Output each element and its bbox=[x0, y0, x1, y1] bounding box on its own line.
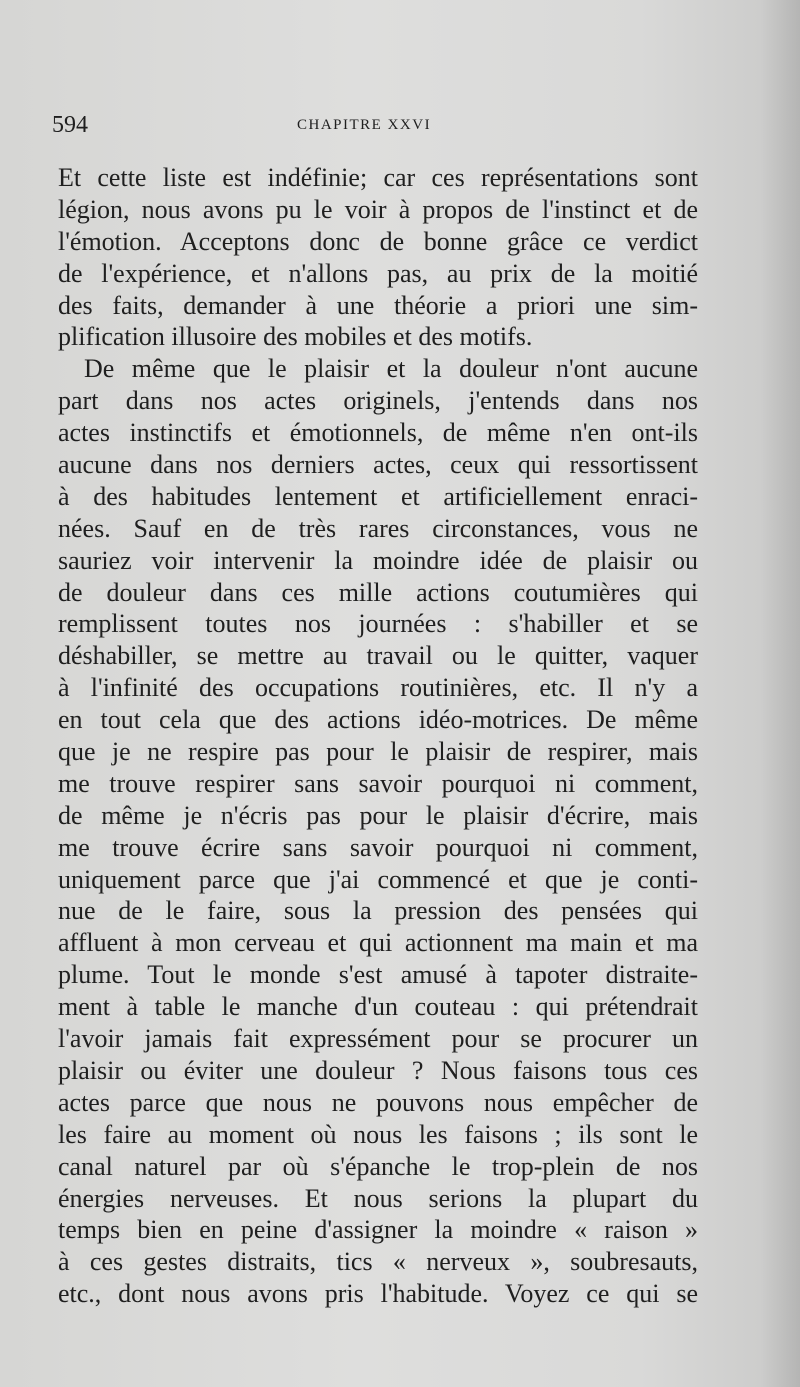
text-line: De même que le plaisir et la douleur n'ont aucune bbox=[84, 354, 698, 384]
text-line: etc., dont nous avons pris l'habitude. Voyez ce qui se bbox=[58, 1279, 698, 1309]
text-line: me trouve écrire sans savoir pourquoi ni comment, bbox=[58, 832, 698, 862]
page-header bbox=[52, 112, 700, 142]
text-line: temps bien en peine d'assigner la moindre « raison » bbox=[58, 1215, 698, 1245]
page-number: 594 bbox=[52, 112, 88, 138]
text-line: canal naturel par où s'épanche le trop-plein de nos bbox=[58, 1151, 698, 1181]
text-line: sauriez voir intervenir la moindre idée de plaisir ou bbox=[58, 545, 698, 575]
running-head: CHAPITRE XXVI bbox=[297, 117, 432, 133]
text-line: actes parce que nous ne pouvons nous empêcher de bbox=[58, 1087, 698, 1117]
body-text bbox=[58, 162, 698, 1310]
text-line: que je ne respire pas pour le plaisir de respirer, mais bbox=[58, 737, 698, 767]
text-line: à ces gestes distraits, tics « nerveux », soubresauts, bbox=[58, 1247, 698, 1277]
text-line: Et cette liste est indéfinie; car ces représentations sont bbox=[58, 163, 698, 192]
text-line: l'avoir jamais fait expressément pour se procurer un bbox=[58, 1024, 698, 1054]
text-line: déshabiller, se mettre au travail ou le quitter, vaquer bbox=[58, 641, 698, 671]
text-line: plaisir ou éviter une douleur ? Nous faisons tous ces bbox=[58, 1055, 698, 1085]
text-line: de l'expérience, et n'allons pas, au prix de la moitié bbox=[58, 258, 698, 288]
text-line: plification illusoire des mobiles et des motifs. bbox=[58, 322, 533, 352]
text-line: à l'infinité des occupations routinières, etc. Il n'y a bbox=[58, 673, 698, 703]
text-line: part dans nos actes originels, j'entends dans nos bbox=[58, 386, 698, 416]
text-line: remplissent toutes nos journées : s'habiller et se bbox=[58, 609, 698, 639]
text-line: l'émotion. Acceptons donc de bonne grâce ce verdict bbox=[58, 226, 698, 256]
text-line: de douleur dans ces mille actions coutumières qui bbox=[58, 577, 698, 607]
text-line: énergies nerveuses. Et nous serions la plupart du bbox=[58, 1183, 698, 1213]
text-line: nées. Sauf en de très rares circonstances, vous ne bbox=[58, 513, 698, 543]
text-line: me trouve respirer sans savoir pourquoi ni comment, bbox=[58, 768, 698, 798]
text-line: les faire au moment où nous les faisons ; ils sont le bbox=[58, 1119, 698, 1149]
text-line: à des habitudes lentement et artificiellement enraci- bbox=[58, 481, 698, 511]
text-line: des faits, demander à une théorie a priori une sim- bbox=[58, 290, 698, 320]
text-line: ment à table le manche d'un couteau : qui prétendrait bbox=[58, 992, 698, 1022]
text-line: affluent à mon cerveau et qui actionnent ma main et ma bbox=[58, 928, 698, 958]
text-line: aucune dans nos derniers actes, ceux qui ressortissent bbox=[58, 450, 698, 480]
text-line: de même je n'écris pas pour le plaisir d'écrire, mais bbox=[58, 800, 698, 830]
text-line: actes instinctifs et émotionnels, de même n'en ont-ils bbox=[58, 418, 698, 448]
text-line: uniquement parce que j'ai commencé et que je conti- bbox=[58, 864, 698, 894]
page-gutter-shadow bbox=[760, 0, 800, 1387]
text-line: en tout cela que des actions idéo-motrices. De même bbox=[58, 705, 698, 735]
text-line: légion, nous avons pu le voir à propos de l'instinct et de bbox=[58, 194, 698, 224]
text-line: nue de le faire, sous la pression des pensées qui bbox=[58, 896, 698, 926]
text-line: plume. Tout le monde s'est amusé à tapoter distraite- bbox=[58, 960, 698, 990]
